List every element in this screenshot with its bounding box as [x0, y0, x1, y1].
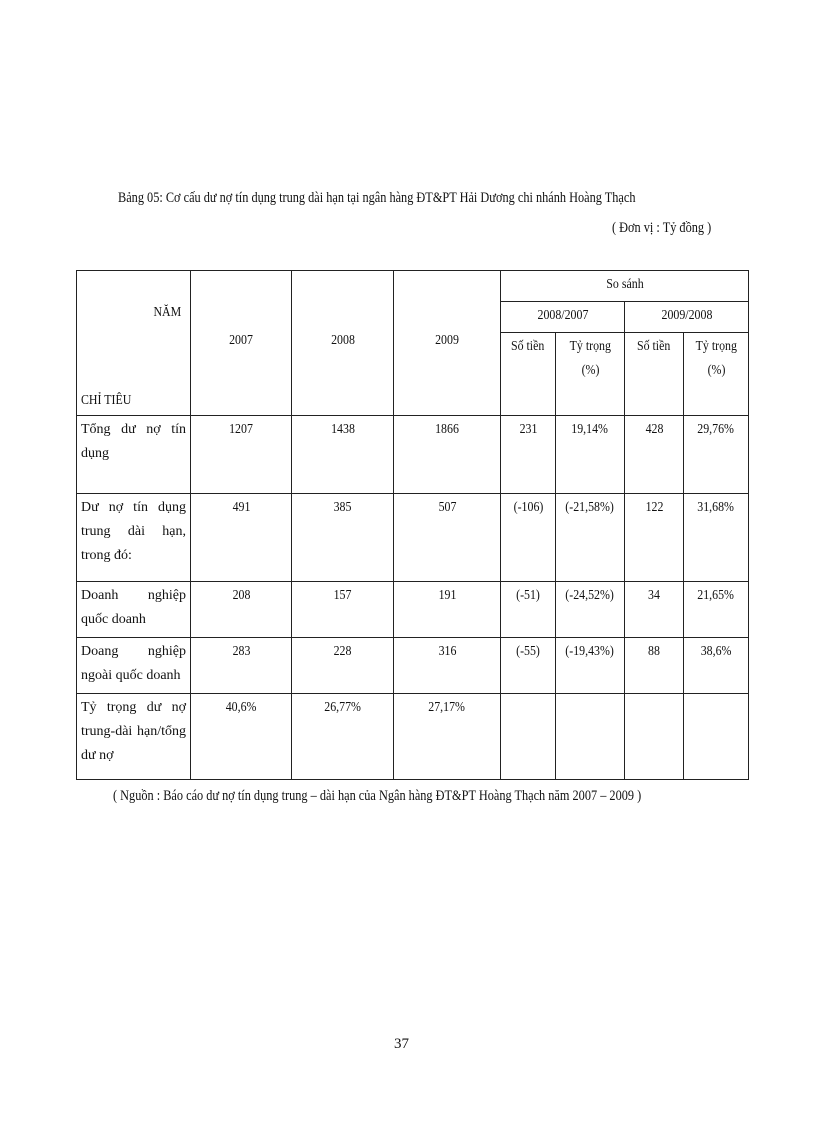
cell-amount-2: 88	[625, 638, 684, 694]
cell-2008: 385	[292, 494, 394, 582]
table-row	[77, 638, 749, 694]
cell-amount-2: 34	[625, 582, 684, 638]
credit-structure-table	[76, 270, 749, 780]
compare-header: So sánh	[501, 271, 749, 302]
cell-2008: 1438	[292, 416, 394, 494]
cell-ratio-2	[684, 694, 749, 780]
cell-ratio-1: (-24,52%)	[556, 582, 625, 638]
cell-2007: 1207	[191, 416, 292, 494]
row-label: Doang nghiệp ngoài quốc doanh	[77, 638, 191, 694]
cell-2008: 26,77%	[292, 694, 394, 780]
sub-header-ratio-2: Tỷ trọng (%)	[684, 333, 749, 416]
table-caption: Bảng 05: Cơ cấu dư nợ tín dụng trung dài hạn tại ngân hàng ĐT&PT Hải Dương chi nhánh Hoàng Thạch	[118, 190, 636, 206]
row-label: Tổng dư nợ tín dụng	[77, 416, 191, 494]
cell-amount-1	[501, 694, 556, 780]
sub-header-amount-1: Số tiền	[501, 333, 556, 416]
cell-ratio-2: 21,65%	[684, 582, 749, 638]
cell-ratio-1: (-21,58%)	[556, 494, 625, 582]
unit-note: ( Đơn vị : Tỷ đồng )	[612, 220, 712, 236]
cell-amount-1: (-55)	[501, 638, 556, 694]
page-number: 37	[394, 1036, 409, 1052]
table-row	[77, 416, 749, 494]
cell-2009: 507	[394, 494, 501, 582]
cell-amount-1: 231	[501, 416, 556, 494]
row-label: Tỷ trọng dư nợ trung-dài hạn/tổng dư nợ	[77, 694, 191, 780]
table-row	[77, 582, 749, 638]
cell-ratio-2: 38,6%	[684, 638, 749, 694]
corner-header-cell	[77, 271, 191, 416]
cell-ratio-2: 29,76%	[684, 416, 749, 494]
cell-2009: 316	[394, 638, 501, 694]
cell-2007: 208	[191, 582, 292, 638]
cell-amount-2: 122	[625, 494, 684, 582]
sub-header-ratio-1: Tỷ trọng (%)	[556, 333, 625, 416]
row-label: Dư nợ tín dụng trung dài hạn, trong đó:	[77, 494, 191, 582]
cell-ratio-1: 19,14%	[556, 416, 625, 494]
cell-amount-1: (-51)	[501, 582, 556, 638]
cell-2007: 40,6%	[191, 694, 292, 780]
cell-2009: 27,17%	[394, 694, 501, 780]
table-row	[77, 494, 749, 582]
year-header-2007: 2007	[191, 271, 292, 416]
cell-2007: 283	[191, 638, 292, 694]
cell-amount-2: 428	[625, 416, 684, 494]
year-header-2009: 2009	[394, 271, 501, 416]
cell-amount-1: (-106)	[501, 494, 556, 582]
cell-2009: 191	[394, 582, 501, 638]
period-header-2008-2007: 2008/2007	[501, 302, 625, 333]
cell-ratio-1	[556, 694, 625, 780]
cell-2008: 157	[292, 582, 394, 638]
row-label: Doanh nghiệp quốc doanh	[77, 582, 191, 638]
table-row	[77, 694, 749, 780]
corner-year-label: NĂM	[153, 305, 182, 320]
cell-ratio-1: (-19,43%)	[556, 638, 625, 694]
year-header-2008: 2008	[292, 271, 394, 416]
period-header-2009-2008: 2009/2008	[625, 302, 749, 333]
cell-ratio-2: 31,68%	[684, 494, 749, 582]
corner-indicator-label: CHỈ TIÊU	[81, 393, 132, 408]
sub-header-amount-2: Số tiền	[625, 333, 684, 416]
cell-2007: 491	[191, 494, 292, 582]
cell-amount-2	[625, 694, 684, 780]
cell-2009: 1866	[394, 416, 501, 494]
cell-2008: 228	[292, 638, 394, 694]
source-note: ( Nguồn : Báo cáo dư nợ tín dụng trung – dài hạn của Ngân hàng ĐT&PT Hoàng Thạch năm 2007 – 2009 )	[113, 788, 642, 804]
